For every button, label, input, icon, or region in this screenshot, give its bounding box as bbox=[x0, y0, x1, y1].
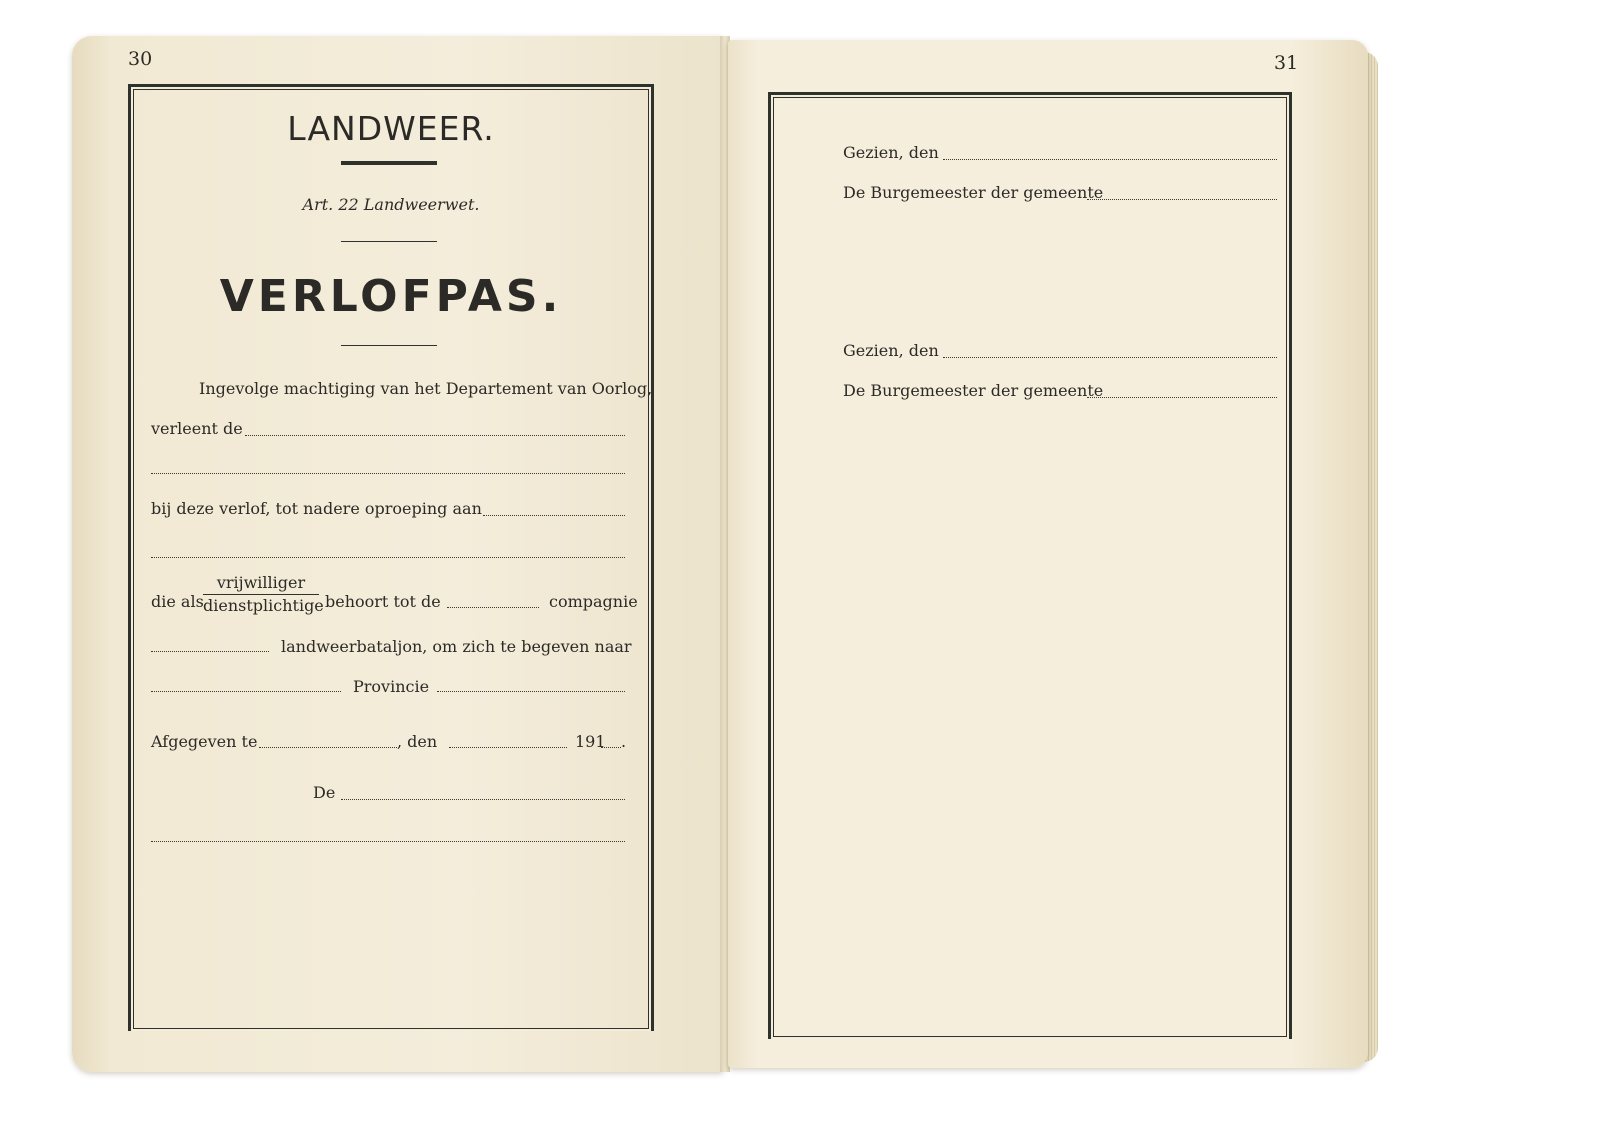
fill-line bbox=[437, 691, 625, 692]
fill-line bbox=[1087, 397, 1277, 398]
heading-landweer: LANDWEER. bbox=[287, 109, 495, 148]
text-landweerbataljon: landweerbataljon, om zich te begeven naar bbox=[281, 637, 632, 656]
fill-line bbox=[151, 557, 625, 558]
text-intro: Ingevolge machtiging van het Departement van Oorlog, bbox=[199, 379, 653, 398]
text-die-als: die als bbox=[151, 592, 204, 611]
divider-rule bbox=[341, 345, 437, 346]
fill-line bbox=[447, 607, 539, 608]
text-year-period: . bbox=[621, 732, 627, 751]
fill-line bbox=[151, 651, 269, 652]
fraction-bar bbox=[203, 594, 319, 595]
fill-line bbox=[151, 841, 625, 842]
fill-line bbox=[449, 747, 567, 748]
page-number-left: 30 bbox=[128, 48, 153, 70]
text-year-191: 191 bbox=[575, 732, 606, 751]
fill-line bbox=[151, 691, 341, 692]
text-afgegeven-te: Afgegeven te bbox=[151, 732, 258, 751]
text-burgemeester-2: De Burgemeester der gemeente bbox=[843, 381, 1104, 400]
text-behoort-tot-de: behoort tot de bbox=[325, 592, 441, 611]
fraction-volunteer-conscript bbox=[203, 573, 324, 615]
fill-line bbox=[943, 357, 1277, 358]
fill-line bbox=[341, 799, 625, 800]
fill-line bbox=[601, 747, 621, 748]
fill-line bbox=[943, 159, 1277, 160]
right-page-frame bbox=[768, 92, 1292, 1039]
text-burgemeester-1: De Burgemeester der gemeente bbox=[843, 183, 1104, 202]
fill-line bbox=[259, 747, 397, 748]
text-de: De bbox=[313, 783, 336, 802]
fill-line bbox=[1087, 199, 1277, 200]
text-gezien-den-2: Gezien, den bbox=[843, 341, 939, 360]
text-bij-deze-verlof: bij deze verlof, tot nadere oproeping aan bbox=[151, 499, 482, 518]
title-verlofpas: VERLOFPAS. bbox=[219, 271, 563, 322]
divider-rule bbox=[341, 241, 437, 242]
heading-rule bbox=[341, 161, 437, 165]
fill-line bbox=[483, 515, 625, 516]
fill-line bbox=[151, 473, 625, 474]
page-number-right: 31 bbox=[1274, 52, 1299, 74]
fill-line bbox=[245, 435, 625, 436]
fraction-top: vrijwilliger bbox=[216, 573, 306, 592]
text-provincie: Provincie bbox=[353, 677, 430, 696]
left-page-frame bbox=[128, 84, 654, 1031]
text-verleent-de: verleent de bbox=[151, 419, 243, 438]
left-page bbox=[72, 36, 724, 1072]
fraction-bottom: dienstplichtige bbox=[203, 596, 324, 615]
subheading-article: Art. 22 Landweerwet. bbox=[302, 195, 480, 214]
right-page bbox=[728, 40, 1368, 1068]
text-gezien-den-1: Gezien, den bbox=[843, 143, 939, 162]
text-compagnie: compagnie bbox=[549, 592, 638, 611]
text-den: , den bbox=[397, 732, 438, 751]
